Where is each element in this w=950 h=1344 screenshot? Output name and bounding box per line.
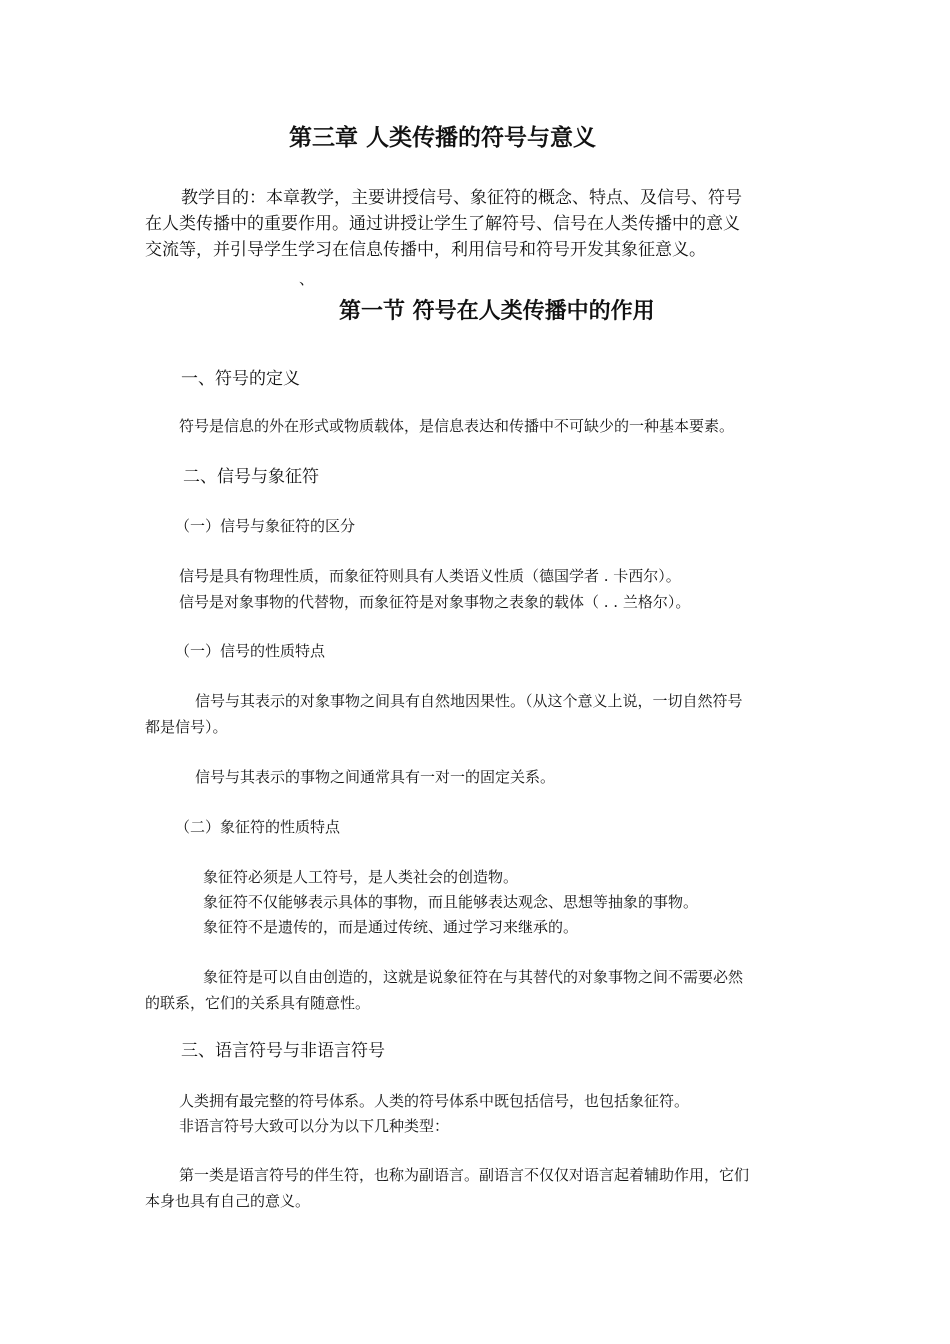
subheading-signal-properties: （一）信号的性质特点 [175,642,326,660]
distinction-line-2: 信号是对象事物的代替物，而象征符是对象事物之表象的载体（ . . 兰格尔）。 [179,593,691,611]
symbol-freedom-line-2: 的联系，它们的关系具有随意性。 [145,994,371,1012]
symbol-definition-text: 符号是信息的外在形式或物质载体，是信息表达和传播中不可缺少的一种基本要素。 [179,417,735,435]
heading-verbal-nonverbal: 三、语言符号与非语言符号 [181,1041,385,1061]
heading-signal-and-symbol: 二、信号与象征符 [183,467,319,487]
paralanguage-line-2: 本身也具有自己的意义。 [145,1192,311,1210]
symbol-freedom-line-1: 象征符是可以自由创造的，这就是说象征符在与其替代的对象事物之间不需要必然 [203,968,744,986]
subheading-distinction: （一）信号与象征符的区分 [175,517,356,535]
heading-symbol-definition: 一、符号的定义 [181,369,300,389]
verbal-line-2: 非语言符号大致可以分为以下几种类型： [179,1117,450,1135]
stray-mark: 、 [299,270,315,288]
objectives-line-1: 教学目的：本章教学，主要讲授信号、象征符的概念、特点、及信号、符号 [181,188,742,208]
distinction-line-1: 信号是具有物理性质，而象征符则具有人类语义性质（德国学者 . 卡西尔）。 [179,567,681,585]
chapter-title: 第三章 人类传播的符号与意义 [289,124,597,151]
symbol-properties-line-1: 象征符必须是人工符号，是人类社会的创造物。 [203,868,519,886]
signal-properties-line-2: 都是信号）。 [145,718,228,736]
symbol-properties-line-2: 象征符不仅能够表示具体的事物，而且能够表达观念、思想等抽象的事物。 [203,893,699,911]
objectives-line-2: 在人类传播中的重要作用。通过讲授让学生了解符号、信号在人类传播中的意义 [145,214,740,234]
paralanguage-line-1: 第一类是语言符号的伴生符，也称为副语言。副语言不仅仅对语言起着辅助作用，它们 [179,1166,750,1184]
symbol-properties-line-3: 象征符不是遗传的，而是通过传统、通过学习来继承的。 [203,918,579,936]
verbal-line-1: 人类拥有最完整的符号体系。人类的符号体系中既包括信号，也包括象征符。 [179,1092,690,1110]
signal-properties-relation: 信号与其表示的事物之间通常具有一对一的固定关系。 [195,768,556,786]
objectives-line-3: 交流等，并引导学生学习在信息传播中，利用信号和符号开发其象征意义。 [145,240,706,260]
signal-properties-line-1: 信号与其表示的对象事物之间具有自然地因果性。（从这个意义上说，一切自然符号 [195,692,743,710]
subheading-symbol-properties: （二）象征符的性质特点 [175,818,341,836]
teaching-objectives [145,185,815,263]
section-title: 第一节 符号在人类传播中的作用 [339,298,655,324]
